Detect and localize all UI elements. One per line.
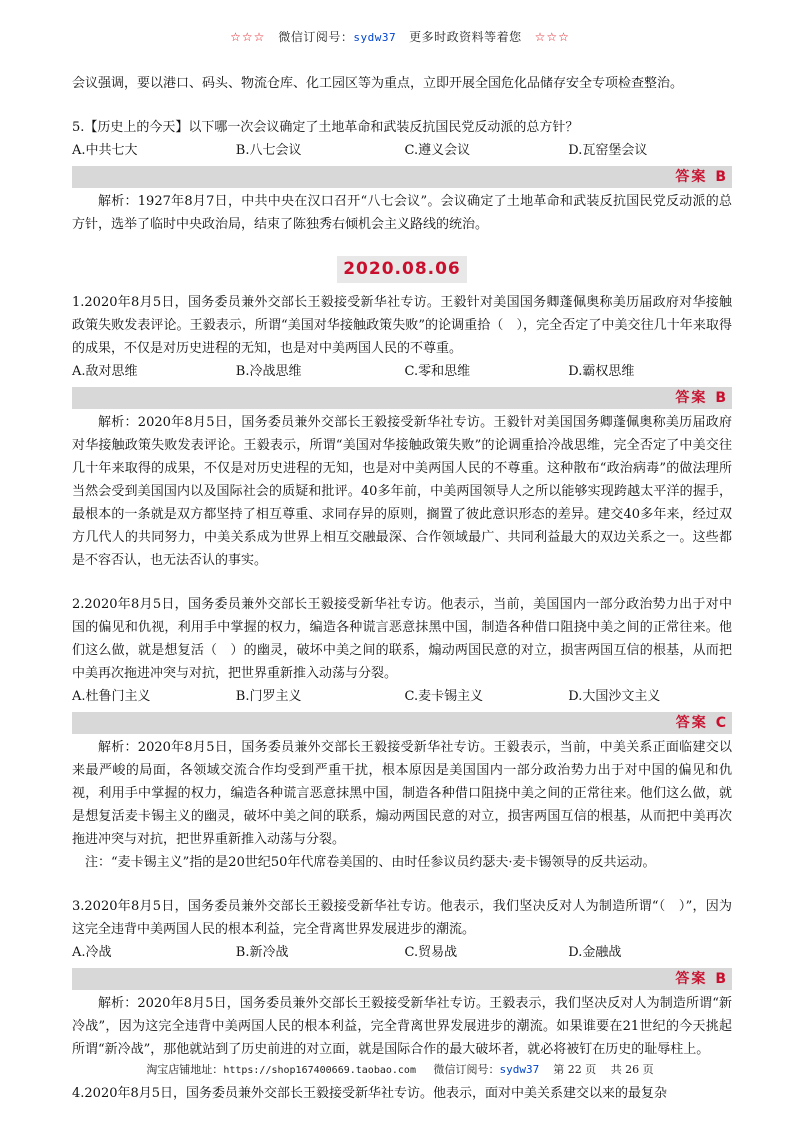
header-wechat-label: 微信订阅号：: [278, 30, 354, 44]
document-body: [72, 72, 732, 1105]
answer-label: 答案: [675, 715, 708, 731]
option-d: D.霸权思维: [568, 364, 635, 379]
page-footer: [0, 1061, 800, 1077]
footer-shop-label: 淘宝店铺地址：: [146, 1063, 224, 1076]
answer-bar: [72, 712, 732, 734]
options-row: [72, 685, 732, 708]
footer-shop-url[interactable]: https://shop167400669.taobao.com: [223, 1065, 416, 1076]
option-d: D.金融战: [568, 945, 622, 960]
answer-label: 答案: [675, 971, 708, 987]
answer-bar: [72, 166, 732, 188]
intro-paragraph: 会议强调，要以港口、码头、物流仓库、化工园区等为重点，立即开展全国危化品储存安全专项检查整治。: [72, 76, 684, 91]
footer-wechat-label: 微信订阅号：: [433, 1063, 500, 1076]
options-row: [72, 360, 732, 383]
header-wechat-id: sydw37: [353, 31, 397, 44]
option-b: B.冷战思维: [235, 364, 302, 379]
option-c: C.遵义会议: [404, 143, 471, 158]
option-b: B.八七会议: [235, 143, 302, 158]
option-d: D.瓦窑堡会议: [568, 143, 648, 158]
answer-value: B: [715, 971, 726, 987]
explanation-text: 解析：2020年8月5日，国务委员兼外交部长王毅接受新华社专访。王毅表示，我们坚决反对人为制造所谓“新冷战”，因为这完全违背中美两国人民的根本利益，完全背离世界发展进步的潮流。如果谁要在21世纪的今天挑起所谓“新冷战”，那他就站到了历史前进的对立面，就是国际合作的最大破坏者，就必将被钉在历史的耻辱柱上。: [72, 996, 732, 1057]
question-text: 5.【历史上的今天】以下哪一次会议确定了土地革命和武装反抗国民党反动派的总方针？: [72, 120, 579, 135]
answer-bar: [72, 968, 732, 990]
note-text: 注：“麦卡锡主义”指的是20世纪50年代席卷美国的、由时任参议员约瑟夫·麦卡锡领导的反共运动。: [85, 855, 656, 870]
question-block-q4: [72, 1082, 732, 1105]
option-c: C.零和思维: [404, 364, 471, 379]
question-text: 3.2020年8月5日，国务委员兼外交部长王毅接受新华社专访。他表示，我们坚决反对人为制造所谓“（ ）”，因为这完全违背中美两国人民的根本利益，完全背离世界发展进步的潮流。: [72, 899, 732, 937]
option-a: A.敌对思维: [72, 364, 138, 379]
question-text: 4.2020年8月5日，国务委员兼外交部长王毅接受新华社专访。他表示，面对中美关系建交以来的最复杂: [72, 1086, 668, 1101]
question-block-q5: [72, 116, 732, 236]
option-a: A.杜鲁门主义: [72, 689, 151, 704]
header-slogan: 更多时政资料等着您: [409, 30, 522, 44]
date-heading-wrap: [72, 256, 732, 283]
answer-label: 答案: [675, 390, 708, 406]
option-a: A.冷战: [72, 945, 112, 960]
option-a: A.中共七大: [72, 143, 138, 158]
date-heading: 2020.08.06: [337, 256, 467, 283]
question-text: 1.2020年8月5日，国务委员兼外交部长王毅接受新华社专访。王毅针对美国国务卿蓬佩奥称美历届政府对华接触政策失败发表评论。王毅表示，所谓“美国对华接触政策失败”的论调重拾（ ），完全否定了中美交往几十年来取得的成果，不仅是对历史进程的无知，也是对中美两国人民的不尊重。: [72, 295, 732, 356]
option-c: C.麦卡锡主义: [404, 689, 484, 704]
decorative-stars-right: ☆☆☆: [534, 30, 570, 44]
option-b: B.门罗主义: [235, 689, 302, 704]
explanation-text: 解析：2020年8月5日，国务委员兼外交部长王毅接受新华社专访。王毅表示，当前，中美关系正面临建交以来最严峻的局面，各领域交流合作均受到严重干扰，根本原因是美国国内一部分政治势力出于对中国的偏见和仇视，利用手中掌握的权力，编造各种谎言恶意抹黑中国，制造各种借口阻挠中美之间的正常往来。他们这么做，就是想复活麦卡锡主义的幽灵，破坏中美之间的联系，煽动两国民意的对立，损害两国互信的根基，从而把中美再次拖进冲突与对抗，把世界重新推入动荡与分裂。: [72, 740, 732, 847]
footer-wechat-id: sydw37: [499, 1063, 540, 1076]
page-number: 第 22 页 共 26 页: [553, 1063, 654, 1076]
explanation-text: 解析：1927年8月7日，中共中央在汉口召开“八七会议”。会议确定了土地革命和武装反抗国民党反动派的总方针，选举了临时中央政治局，结束了陈独秀右倾机会主义路线的统治。: [72, 194, 732, 232]
question-block-q2: [72, 593, 732, 874]
explanation-text: 解析：2020年8月5日，国务委员兼外交部长王毅接受新华社专访。王毅针对美国国务卿蓬佩奥称美历届政府对华接触政策失败发表评论。王毅表示，所谓“美国对华接触政策失败”的论调重拾冷战思维，完全否定了中美交往几十年来取得的成果，不仅是对历史进程的无知，也是对中美两国人民的不尊重。这种散布“政治病毒”的做法理所当然会受到美国国内以及国际社会的质疑和批评。40多年前，中美两国领导人之所以能够实现跨越太平洋的握手，最根本的一条就是双方都坚持了相互尊重、求同存异的原则，搁置了彼此意识形态的差异。建交40多年来，经过双方几代人的共同努力，中美关系成为世界上相互交融最深、合作领域最广、共同利益最大的双边关系之一。这些都是不容否认，也无法否认的事实。: [72, 415, 732, 568]
answer-bar: [72, 387, 732, 409]
option-c: C.贸易战: [404, 945, 458, 960]
option-d: D.大国沙文主义: [568, 689, 661, 704]
option-b: B.新冷战: [235, 945, 289, 960]
question-block-q3: [72, 895, 732, 1061]
page-header: [0, 28, 800, 45]
options-row: [72, 941, 732, 964]
answer-value: C: [715, 715, 726, 731]
question-text: 2.2020年8月5日，国务委员兼外交部长王毅接受新华社专访。他表示，当前，美国国内一部分政治势力出于对中国的偏见和仇视，利用手中掌握的权力，编造各种谎言恶意抹黑中国，制造各种借口阻挠中美之间的正常往来。他们这么做，就是想复活（ ）的幽灵，破坏中美之间的联系，煽动两国民意的对立，损害两国互信的根基，从而把中美再次拖进冲突与对抗，把世界重新推入动荡与分裂。: [72, 597, 732, 681]
decorative-stars-left: ☆☆☆: [230, 30, 266, 44]
answer-value: B: [715, 390, 726, 406]
answer-value: B: [715, 169, 726, 185]
answer-label: 答案: [675, 169, 708, 185]
options-row: [72, 139, 732, 162]
question-block-q1: [72, 291, 732, 572]
